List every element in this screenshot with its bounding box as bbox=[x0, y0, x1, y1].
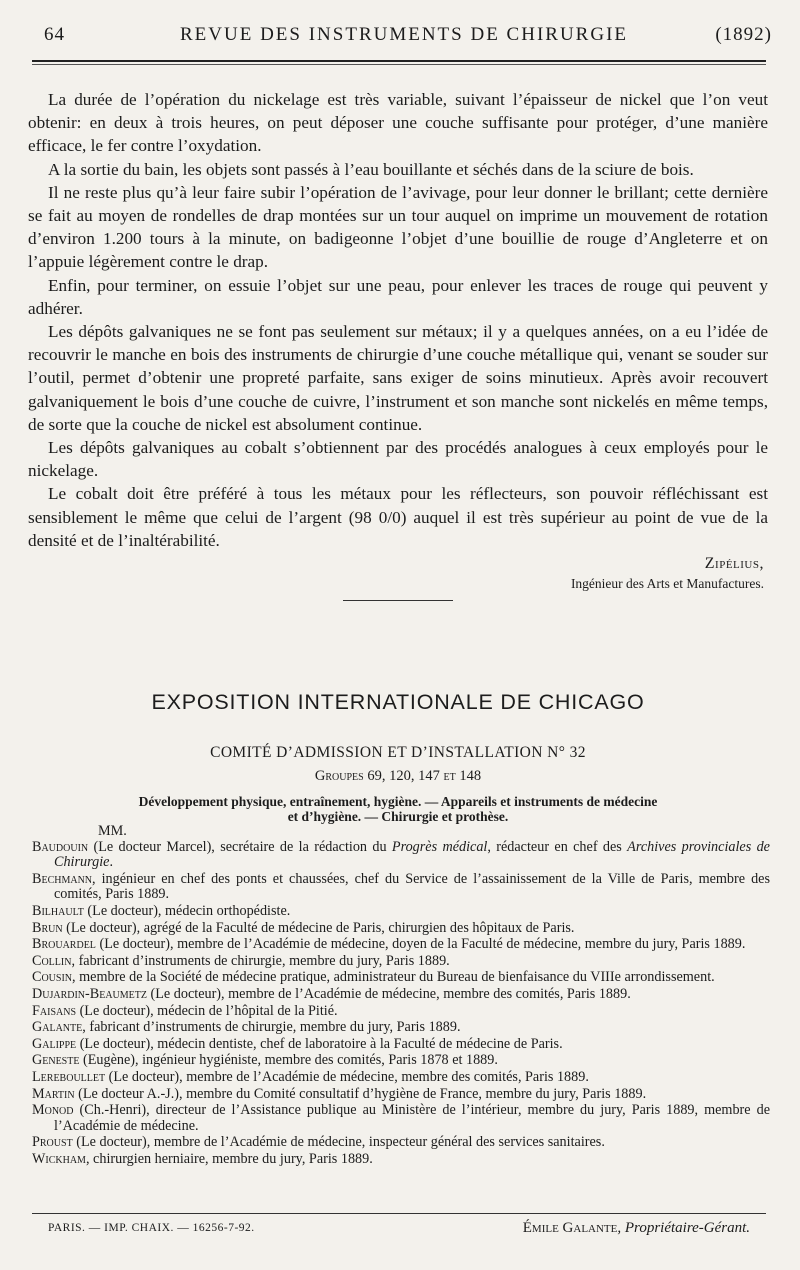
paragraph: Les dépôts galvaniques au cobalt s’obtiennent par des procédés analogues à ceux employés pour le nickelage. bbox=[28, 438, 768, 481]
member-name: Faisans bbox=[32, 1002, 77, 1019]
member-name: Dujardin-Beaumetz bbox=[32, 985, 147, 1002]
signature-name: Zipélius, bbox=[704, 555, 764, 573]
section-description-line: et d’hygiène. — Chirurgie et prothèse. bbox=[287, 809, 509, 824]
signature bbox=[28, 554, 768, 594]
signature-title: Ingénieur des Arts et Manufactures. bbox=[570, 576, 764, 592]
member-name: Monod bbox=[32, 1102, 74, 1119]
member-name: Geneste bbox=[32, 1052, 80, 1069]
printer-line: PARIS. — IMP. CHAIX. — 16256-7-92. bbox=[48, 1222, 255, 1234]
member-name: Brun bbox=[32, 919, 63, 936]
running-head bbox=[28, 24, 780, 52]
members-prefix: MM. bbox=[98, 823, 127, 839]
member-name: Galante bbox=[32, 1019, 83, 1036]
paragraph: Enfin, pour terminer, on essuie l’objet sur une peau, pour enlever les traces de rouge qui peuvent y adhérer. bbox=[28, 275, 768, 318]
member-entry: Bilhault (Le docteur), médecin orthopédiste. bbox=[32, 902, 291, 919]
member-name: Baudouin bbox=[32, 838, 89, 855]
member-name: Galippe bbox=[32, 1035, 77, 1052]
member-entry: Geneste (Eugène), ingénieur hygiéniste, membre des comités, Paris 1878 et 1889. bbox=[32, 1052, 498, 1069]
member-entry: Faisans (Le docteur), médecin de l’hôpital de la Pitié. bbox=[32, 1002, 338, 1019]
manager-name: Émile Galante bbox=[522, 1220, 618, 1236]
article-body bbox=[28, 88, 768, 601]
member-name: Lereboullet bbox=[32, 1068, 106, 1085]
section-divider bbox=[343, 600, 453, 601]
paragraph: A la sortie du bain, les objets sont passés à l’eau bouillante et séchés dans de la sciure de bois. bbox=[48, 159, 694, 179]
member-entry: Brun (Le docteur), agrégé de la Faculté de médecine de Paris, chirurgien des hôpitaux de Paris. bbox=[32, 919, 575, 936]
member-entry: Galante, fabricant d’instruments de chirurgie, membre du jury, Paris 1889. bbox=[32, 1019, 461, 1036]
member-entry: Monod (Ch.-Henri), directeur de l’Assistance publique au Ministère de l’intérieur, membre du jury, Paris 1889, membre de l’Académie de médecine. bbox=[32, 1102, 770, 1134]
paragraph: La durée de l’opération du nickelage est très variable, suivant l’épaisseur de nickel que l’on veut obtenir: en deux à trois heures, on peut déposer une couche suffisante pour protéger, d’une manière efficace, le fer contre l’oxydation. bbox=[28, 90, 768, 156]
member-name: Bilhault bbox=[32, 902, 84, 919]
section-description-line: Développement physique, entraînement, hygiène. — Appareils et instruments de médecine bbox=[138, 794, 658, 809]
running-title: REVUE DES INSTRUMENTS DE CHIRURGIE bbox=[180, 24, 628, 45]
member-entry: Proust (Le docteur), membre de l’Académie de médecine, inspecteur général des services sanitaires. bbox=[32, 1134, 605, 1151]
header-rule-thin bbox=[32, 64, 766, 65]
page-number: 64 bbox=[44, 24, 65, 45]
section-description bbox=[28, 794, 768, 824]
manager-title: , Propriétaire-Gérant. bbox=[617, 1220, 750, 1236]
paragraph: Les dépôts galvaniques ne se font pas seulement sur métaux; il y a quelques années, on a eu l’idée de recouvrir le manche en bois des instruments de chirurgie d’une couche métallique qui, venant se souder sur l’outil, permet d’obtenir une propreté parfaite, sans exiger de soins minutieux. Après avoir recouvert galvaniquement le bois d’une couche de cuivre, l’instrument et son manche sont nickelés en même temps, de sorte que la couche de nickel est absolument continue. bbox=[28, 322, 768, 434]
paragraph: Le cobalt doit être préféré à tous les métaux pour les réflecteurs, son pouvoir réfléchissant est sensiblement le même que celui de l’argent (98 0/0) auquel il est très supérieur au point de vue de la densité et de l’inaltérabilité. bbox=[28, 484, 768, 550]
member-name: Wickham bbox=[32, 1150, 86, 1167]
member-entry: Galippe (Le docteur), médecin dentiste, chef de laboratoire à la Faculté de médecine de Paris. bbox=[32, 1035, 563, 1052]
member-name: Proust bbox=[32, 1134, 73, 1151]
paragraph: Il ne reste plus qu’à leur faire subir l’opération de l’avivage, pour leur donner le brillant; cette dernière se fait au moyen de rondelles de drap montées sur un tour auquel on imprime un mouvement de rotation d’environ 1.200 tours à la minute, on badigeonne l’objet d’une bouillie de rouge d’Angleterre et on l’appuie légèrement contre le drap. bbox=[28, 182, 768, 272]
member-name: Cousin bbox=[32, 969, 73, 986]
manager-line bbox=[523, 1220, 750, 1237]
member-name: Collin bbox=[32, 952, 72, 969]
header-rule bbox=[32, 60, 766, 62]
committee-heading: COMITÉ D’ADMISSION ET D’INSTALLATION N° 32 bbox=[210, 744, 586, 761]
year: (1892) bbox=[715, 24, 772, 45]
member-entry: Bechmann, ingénieur en chef des ponts et chaussées, chef du Service de l’assainissement de la Ville de Paris, membre des comités, Paris 1889. bbox=[32, 870, 770, 903]
members-list bbox=[28, 824, 770, 1168]
groups-heading: Groupes 69, 120, 147 et 148 bbox=[314, 768, 482, 784]
member-name: Bechmann bbox=[32, 870, 93, 887]
footer-rule bbox=[32, 1213, 766, 1214]
member-name: Martin bbox=[32, 1085, 75, 1102]
member-name: Brouardel bbox=[32, 936, 96, 953]
member-entry: Wickham, chirurgien herniaire, membre du jury, Paris 1889. bbox=[32, 1150, 373, 1167]
member-entry: Lereboullet (Le docteur), membre de l’Académie de médecine, membre des comités, Paris 1889. bbox=[32, 1068, 589, 1085]
member-entry: Collin, fabricant d’instruments de chirurgie, membre du jury, Paris 1889. bbox=[32, 952, 450, 969]
exposition-title: EXPOSITION INTERNATIONALE DE CHICAGO bbox=[151, 690, 645, 714]
member-entry: Martin (Le docteur A.-J.), membre du Comité consultatif d’hygiène de France, membre du jury, Paris 1889. bbox=[32, 1085, 647, 1102]
member-entry: Cousin, membre de la Société de médecine pratique, administrateur du Bureau de bienfaisance du VIIIe arrondissement. bbox=[32, 969, 715, 986]
member-entry: Brouardel (Le docteur), membre de l’Académie de médecine, doyen de la Faculté de médecine, membre du jury, Paris 1889. bbox=[32, 936, 746, 953]
member-entry: Dujardin-Beaumetz (Le docteur), membre de l’Académie de médecine, membre des comités, Paris 1889. bbox=[32, 985, 631, 1002]
member-entry: Baudouin (Le docteur Marcel), secrétaire de la rédaction du Progrès médical, rédacteur en chef des Archives provinciales de Chirurgie. bbox=[32, 838, 770, 871]
